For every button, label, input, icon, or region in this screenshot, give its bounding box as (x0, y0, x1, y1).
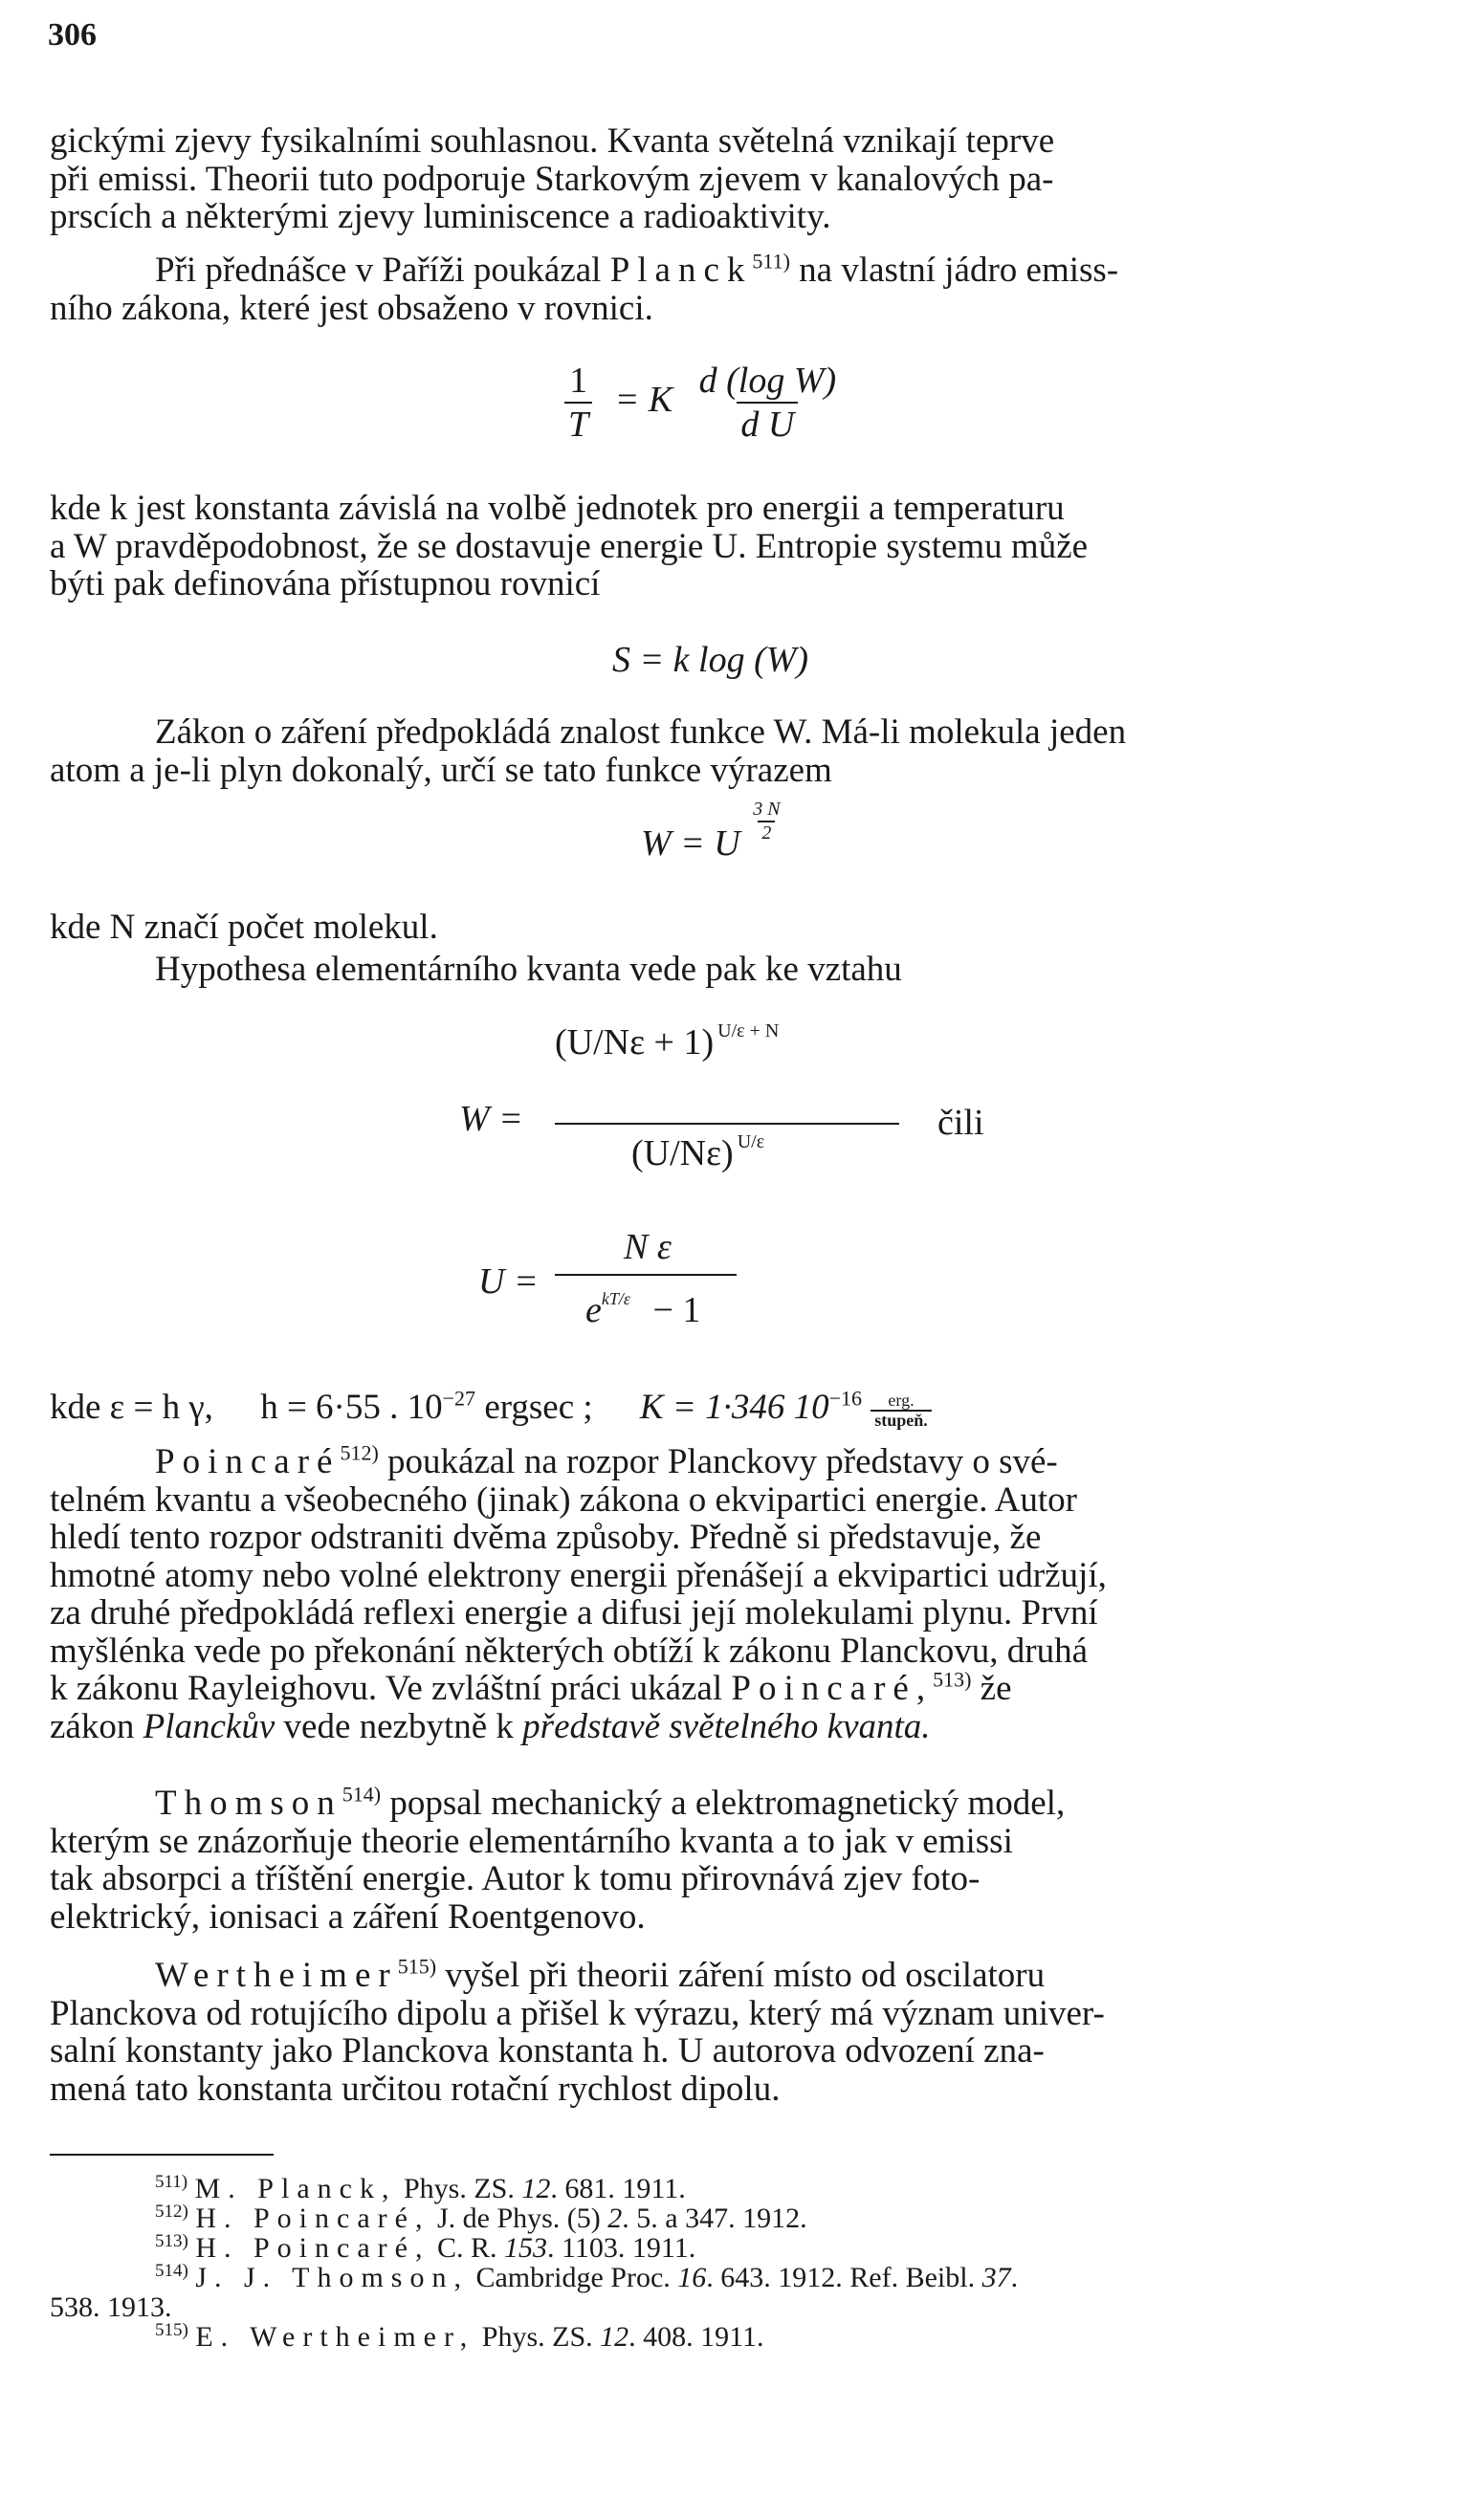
paragraph-6 (50, 951, 1427, 989)
text-line: zákon Planckův vede nezbytně k představě světelného kvanta. (50, 1706, 931, 1746)
footnote: $^{514)}$ J. J. Thomson, Cambridge Proc. 16. 643. 1912. Ref. Beibl. 37. (155, 2261, 1019, 2293)
text-line: tak absorpci a tříštění energie. Autor k tomu přirovnává zjev foto- (50, 1859, 981, 1898)
author-name: Poincaré (155, 1442, 341, 1481)
text-line: gickými zjevy fysikalními souhlasnou. Kvanta světelná vznikají teprve (50, 121, 1055, 161)
or-word: čili (937, 1103, 984, 1143)
text-line: Thomson$^{514)}$ popsal mechanický a elektromagnetický model, (155, 1782, 1066, 1823)
paragraph-1 (50, 122, 1427, 236)
text-line: kde N značí počet molekul. (50, 908, 438, 947)
text-line: elektrický, ionisaci a záření Roentgenovo. (50, 1896, 646, 1937)
text-line: telném kvantu a všeobecného (jinak) zákona o ekvipartici energie. Autor (50, 1479, 1077, 1520)
author-name: Planck (609, 251, 753, 290)
text-line: prscích a některými zjevy luminiscence a radioaktivity. (50, 197, 831, 236)
text-line: kde k jest konstanta závislá na volbě jednotek pro energii a temperaturu (50, 489, 1065, 528)
text-line: a W pravděpodobnost, že se dostavuje energie U. Entropie systemu může (50, 526, 1089, 566)
numerator: (U/Nε + 1) $^{U/\varepsilon + N}$ (555, 1020, 780, 1063)
footnote: $^{511)}$ M. Planck, Phys. ZS. 12. 681. 1911. (155, 2172, 686, 2204)
equation-1: $\frac{1}{T}$ = K $\frac{\text{d (log W)}}{\text{d U}}$ (564, 360, 840, 446)
paragraph-7 (50, 1440, 1427, 1746)
text-line: ního zákona, které jest obsaženo v rovnici. (50, 288, 653, 328)
text-line: Planckova od rotujícího dipolu a přišel k výrazu, který má význam univer- (50, 1993, 1105, 2033)
equation-4: W = (U/Nε + 1) $^{U/\varepsilon + N}$ (U/Nε) $^{U/\varepsilon}$ čili (459, 1020, 984, 1173)
author-name: Poincaré, (731, 1669, 934, 1708)
fraction-bar (555, 1123, 899, 1125)
text-line: hledí tento rozpor odstraniti dvěma způsoby. Předně si představuje, že (50, 1518, 1042, 1557)
equation-2: S = k log (W) (612, 640, 809, 680)
constants-line: kde ε = h γ, h = 6·55 . $10^{-27}$ ergsec ; K = 1·346 $10^{-16}$ $\frac{\text{erg.}}{\text{stupeň.}}$ (50, 1389, 1427, 1436)
text-line: hmotné atomy nebo volné elektrony energii přenášejí a ekvipartici udržují, (50, 1555, 1107, 1595)
paragraph-8 (50, 1782, 1427, 1937)
text-line: mená tato konstanta určitou rotační rychlost dipolu. (50, 2069, 781, 2109)
footnote-separator (50, 2154, 274, 2156)
fraction-bar (555, 1274, 737, 1276)
paragraph-2 (50, 249, 1427, 328)
footnote-continuation: 538. 1913. (50, 2291, 172, 2323)
footnote: $^{512)}$ H. Poincaré, J. de Phys. (5) 2. 5. a 347. 1912. (155, 2202, 807, 2234)
footnote: $^{515)}$ E. Wertheimer, Phys. ZS. 12. 408. 1911. (155, 2320, 764, 2353)
page-number: 306 (48, 17, 97, 53)
text-line: salní konstanty jako Planckova konstanta h. U autorova odvození zna- (50, 2031, 1045, 2071)
text-line: myšlénka vede po překonání některých obtíží k zákonu Planckovu, druhá (50, 1631, 1089, 1671)
text-line: Poincaré$^{512)}$ poukázal na rozpor Planckovy představy o své- (155, 1440, 1058, 1481)
author-name: Thomson (155, 1784, 342, 1823)
equation-3: W = U $\frac{3 N}{2}$ (641, 799, 781, 864)
footnote: $^{513)}$ H. Poincaré, C. R. 153. 1103. 1911. (155, 2231, 696, 2264)
text-line: k zákonu Rayleighovu. Ve zvláštní práci ukázal Poincaré,$^{513)}$ že (50, 1667, 1012, 1708)
text-line: při emissi. Theorii tuto podporuje Starkovým zjevem v kanalových pa- (50, 159, 1054, 199)
footnotes (50, 2174, 1427, 2352)
paragraph-5 (50, 909, 1427, 947)
paragraph-9 (50, 1954, 1427, 2109)
text-line: Hypothesa elementárního kvanta vede pak ke vztahu (155, 950, 902, 989)
paragraph-3 (50, 490, 1427, 603)
text-line: býti pak definována přístupnou rovnicí (50, 564, 601, 603)
author-name: Wertheimer (155, 1956, 398, 1995)
text-line: Při přednášce v Paříži poukázal Planck$^{511)}$ na vlastní jádro emiss- (155, 249, 1119, 290)
text-line: kterým se znázorňuje theorie elementárního kvanta a to jak v emissi (50, 1821, 1013, 1861)
text-line: za druhé předpokládá reflexi energie a difusi její molekulami plynu. První (50, 1593, 1098, 1633)
text-line: atom a je-li plyn dokonalý, určí se tato funkce výrazem (50, 750, 832, 790)
reference-mark: 511) (752, 249, 790, 274)
text-line: Wertheimer$^{515)}$ vyšel při theorii záření místo od oscilatoru (155, 1954, 1046, 1995)
text-line: Zákon o záření předpokládá znalost funkce W. Má-li molekula jeden (155, 712, 1127, 752)
denominator: (U/Nε) $^{U/\varepsilon}$ (631, 1131, 765, 1173)
equation-5: U = N ε $e^{kT/\varepsilon} - 1$ (478, 1220, 861, 1364)
paragraph-4 (50, 713, 1427, 789)
